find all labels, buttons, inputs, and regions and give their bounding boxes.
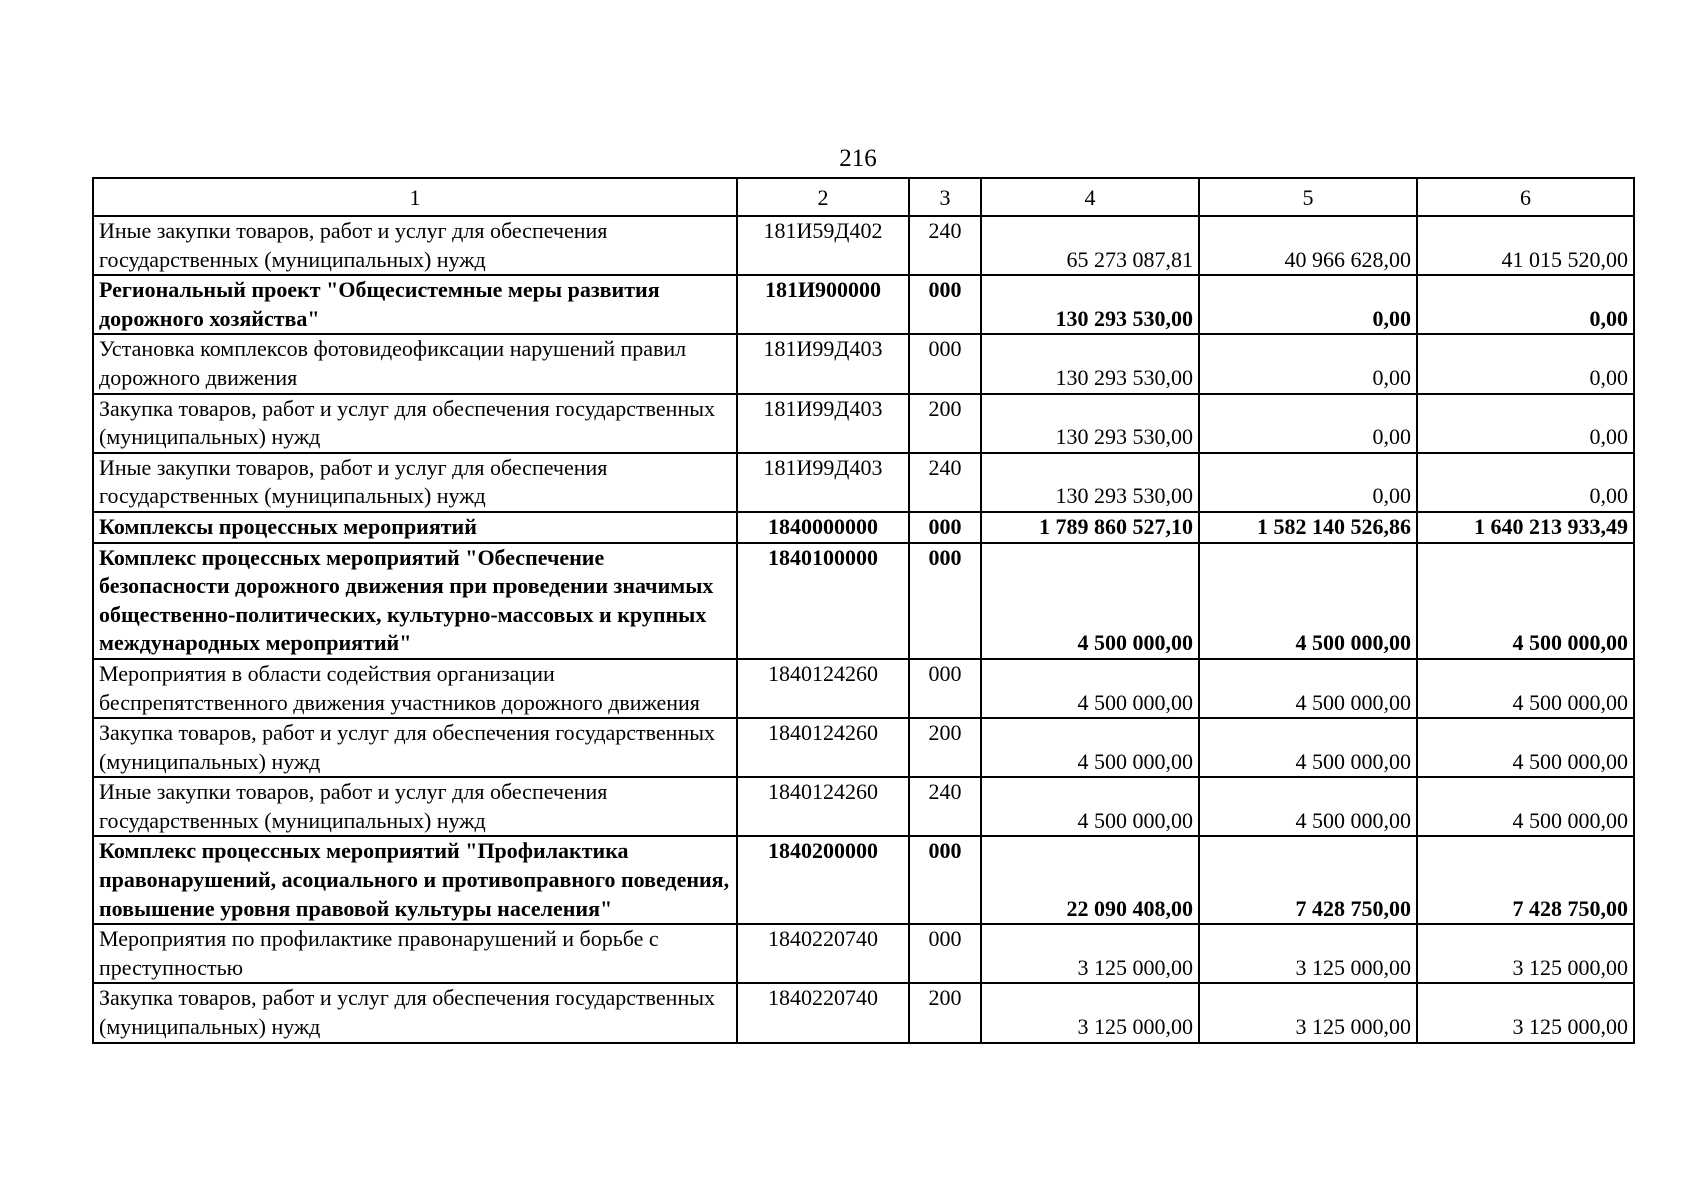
row-amount-col4-cell: 3 125 000,00 <box>981 983 1199 1042</box>
table-row <box>93 924 1634 983</box>
row-name-cell: Мероприятия по профилактике правонарушений и борьбе с преступностью <box>93 924 737 983</box>
row-amount-col6-cell: 0,00 <box>1417 453 1634 512</box>
page-number: 216 <box>839 145 877 172</box>
row-amount-col4-cell: 3 125 000,00 <box>981 924 1199 983</box>
row-amount-col4-cell: 130 293 530,00 <box>981 275 1199 334</box>
table-row <box>93 216 1634 275</box>
row-expense-type-cell: 240 <box>909 777 981 836</box>
table-row <box>93 394 1634 453</box>
row-expense-type-cell: 000 <box>909 836 981 924</box>
table-row <box>93 543 1634 659</box>
budget-table <box>92 177 1635 1044</box>
row-name-cell: Иные закупки товаров, работ и услуг для обеспечения государственных (муниципальных) нужд <box>93 216 737 275</box>
row-expense-type-cell: 000 <box>909 924 981 983</box>
table-row <box>93 453 1634 512</box>
table-row <box>93 718 1634 777</box>
row-code-cell: 1840100000 <box>737 543 909 659</box>
row-name-cell: Комплекс процессных мероприятий "Профилактика правонарушений, асоциального и противоправного поведения, повышение уровня правовой культуры населения" <box>93 836 737 924</box>
table-row <box>93 659 1634 718</box>
row-expense-type-cell: 000 <box>909 659 981 718</box>
row-name-cell: Закупка товаров, работ и услуг для обеспечения государственных (муниципальных) нужд <box>93 983 737 1042</box>
column-header: 1 <box>93 178 737 216</box>
row-amount-col5-cell: 3 125 000,00 <box>1199 983 1417 1042</box>
row-name-cell: Закупка товаров, работ и услуг для обеспечения государственных (муниципальных) нужд <box>93 718 737 777</box>
row-amount-col4-cell: 22 090 408,00 <box>981 836 1199 924</box>
row-amount-col5-cell: 0,00 <box>1199 453 1417 512</box>
row-expense-type-cell: 200 <box>909 983 981 1042</box>
column-header: 5 <box>1199 178 1417 216</box>
row-amount-col5-cell: 3 125 000,00 <box>1199 924 1417 983</box>
row-amount-col6-cell: 1 640 213 933,49 <box>1417 512 1634 543</box>
row-code-cell: 1840124260 <box>737 659 909 718</box>
row-amount-col6-cell: 3 125 000,00 <box>1417 924 1634 983</box>
row-amount-col6-cell: 3 125 000,00 <box>1417 983 1634 1042</box>
row-amount-col5-cell: 0,00 <box>1199 394 1417 453</box>
table-header-row <box>93 178 1634 216</box>
row-amount-col6-cell: 4 500 000,00 <box>1417 718 1634 777</box>
table-row <box>93 983 1634 1042</box>
column-header: 4 <box>981 178 1199 216</box>
row-amount-col4-cell: 130 293 530,00 <box>981 334 1199 393</box>
row-amount-col5-cell: 4 500 000,00 <box>1199 777 1417 836</box>
row-amount-col5-cell: 4 500 000,00 <box>1199 659 1417 718</box>
table-body <box>93 216 1634 1043</box>
column-header: 2 <box>737 178 909 216</box>
row-expense-type-cell: 240 <box>909 216 981 275</box>
row-name-cell: Комплексы процессных мероприятий <box>93 512 737 543</box>
row-amount-col4-cell: 130 293 530,00 <box>981 453 1199 512</box>
row-code-cell: 181И99Д403 <box>737 334 909 393</box>
row-code-cell: 1840200000 <box>737 836 909 924</box>
row-name-cell: Иные закупки товаров, работ и услуг для обеспечения государственных (муниципальных) нужд <box>93 777 737 836</box>
row-amount-col5-cell: 40 966 628,00 <box>1199 216 1417 275</box>
row-name-cell: Мероприятия в области содействия организации беспрепятственного движения участников дорожного движения <box>93 659 737 718</box>
row-code-cell: 181И900000 <box>737 275 909 334</box>
row-amount-col4-cell: 4 500 000,00 <box>981 718 1199 777</box>
row-amount-col5-cell: 1 582 140 526,86 <box>1199 512 1417 543</box>
row-code-cell: 1840124260 <box>737 718 909 777</box>
row-amount-col4-cell: 4 500 000,00 <box>981 777 1199 836</box>
row-expense-type-cell: 000 <box>909 334 981 393</box>
row-amount-col6-cell: 41 015 520,00 <box>1417 216 1634 275</box>
row-expense-type-cell: 240 <box>909 453 981 512</box>
row-expense-type-cell: 000 <box>909 543 981 659</box>
row-amount-col4-cell: 4 500 000,00 <box>981 659 1199 718</box>
row-code-cell: 1840220740 <box>737 924 909 983</box>
row-amount-col5-cell: 4 500 000,00 <box>1199 543 1417 659</box>
row-expense-type-cell: 000 <box>909 275 981 334</box>
row-code-cell: 1840000000 <box>737 512 909 543</box>
row-amount-col5-cell: 4 500 000,00 <box>1199 718 1417 777</box>
row-amount-col6-cell: 7 428 750,00 <box>1417 836 1634 924</box>
row-expense-type-cell: 200 <box>909 718 981 777</box>
row-amount-col4-cell: 65 273 087,81 <box>981 216 1199 275</box>
row-code-cell: 181И99Д403 <box>737 453 909 512</box>
row-name-cell: Комплекс процессных мероприятий "Обеспечение безопасности дорожного движения при проведении значимых общественно-политических, культурно-массовых и крупных международных мероприятий" <box>93 543 737 659</box>
row-code-cell: 181И99Д403 <box>737 394 909 453</box>
table-row <box>93 512 1634 543</box>
row-amount-col6-cell: 0,00 <box>1417 334 1634 393</box>
row-amount-col6-cell: 0,00 <box>1417 394 1634 453</box>
row-amount-col5-cell: 0,00 <box>1199 275 1417 334</box>
row-code-cell: 1840220740 <box>737 983 909 1042</box>
row-expense-type-cell: 200 <box>909 394 981 453</box>
row-amount-col6-cell: 4 500 000,00 <box>1417 543 1634 659</box>
row-name-cell: Закупка товаров, работ и услуг для обеспечения государственных (муниципальных) нужд <box>93 394 737 453</box>
table-row <box>93 777 1634 836</box>
table-row <box>93 334 1634 393</box>
column-header: 6 <box>1417 178 1634 216</box>
row-code-cell: 1840124260 <box>737 777 909 836</box>
row-code-cell: 181И59Д402 <box>737 216 909 275</box>
row-amount-col5-cell: 7 428 750,00 <box>1199 836 1417 924</box>
row-amount-col5-cell: 0,00 <box>1199 334 1417 393</box>
row-amount-col4-cell: 4 500 000,00 <box>981 543 1199 659</box>
table-row <box>93 836 1634 924</box>
row-amount-col4-cell: 130 293 530,00 <box>981 394 1199 453</box>
row-expense-type-cell: 000 <box>909 512 981 543</box>
row-name-cell: Иные закупки товаров, работ и услуг для обеспечения государственных (муниципальных) нужд <box>93 453 737 512</box>
row-amount-col6-cell: 4 500 000,00 <box>1417 659 1634 718</box>
row-name-cell: Региональный проект "Общесистемные меры развития дорожного хозяйства" <box>93 275 737 334</box>
row-amount-col4-cell: 1 789 860 527,10 <box>981 512 1199 543</box>
row-amount-col6-cell: 0,00 <box>1417 275 1634 334</box>
column-header: 3 <box>909 178 981 216</box>
table-row <box>93 275 1634 334</box>
row-name-cell: Установка комплексов фотовидеофиксации нарушений правил дорожного движения <box>93 334 737 393</box>
row-amount-col6-cell: 4 500 000,00 <box>1417 777 1634 836</box>
